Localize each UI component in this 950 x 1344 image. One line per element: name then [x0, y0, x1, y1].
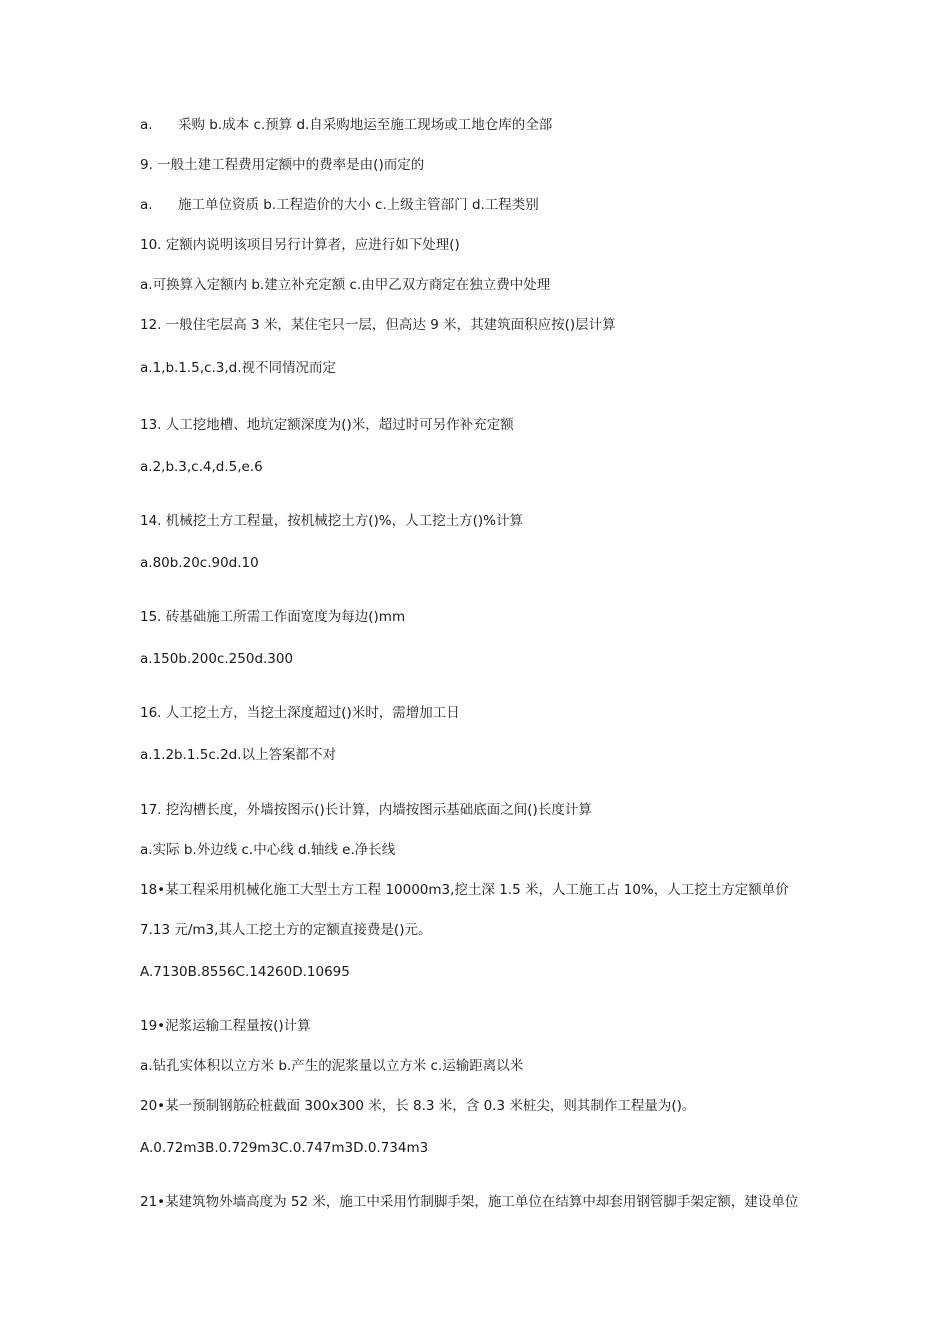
question-line: [140, 880, 840, 900]
line-text: 采购 b.成本 c.预算 d.自采购地运至施工现场或工地仓库的全部: [178, 117, 553, 133]
text-line: [140, 358, 840, 378]
line-text: 施工单位资质 b.工程造价的大小 c.上级主管部门 d.工程类别: [178, 197, 539, 213]
line-text: 9. 一般土建工程费用定额中的费率是由()而定的: [140, 157, 425, 173]
line-text: 17. 挖沟槽长度，外墙按图示()长计算，内墙按图示基础底面之间()长度计算: [140, 802, 592, 818]
question-line: [140, 1096, 840, 1116]
text-line: [140, 920, 840, 940]
line-text: A.7130B.8556C.14260D.10695: [140, 964, 350, 980]
question-line: [140, 415, 840, 435]
text-line: [140, 962, 840, 982]
line-text: a.1,b.1.5,c.3,d.视不同情况而定: [140, 360, 337, 376]
line-text: 13. 人工挖地槽、地坑定额深度为()米，超过时可另作补充定额: [140, 417, 514, 433]
option-prefix: a.: [140, 197, 153, 213]
question-line: [140, 800, 840, 820]
text-line: [140, 1056, 840, 1076]
text-line: [140, 1138, 840, 1158]
option-prefix: a.: [140, 117, 153, 133]
line-text: 16. 人工挖土方，当挖土深度超过()米时，需增加工日: [140, 705, 460, 721]
text-line: [140, 457, 840, 477]
line-text: 10. 定额内说明该项目另行计算者，应进行如下处理(): [140, 237, 460, 253]
question-line: [140, 1016, 840, 1036]
line-text: a.实际 b.外边线 c.中心线 d.轴线 e.净长线: [140, 842, 396, 858]
question-line: [140, 315, 840, 335]
question-line: [140, 155, 840, 175]
question-line: [140, 703, 840, 723]
line-text: a.1.2b.1.5c.2d.以上答案都不对: [140, 747, 337, 763]
question-line: [140, 1192, 840, 1212]
line-text: a.2,b.3,c.4,d.5,e.6: [140, 459, 263, 475]
text-line: [140, 553, 840, 573]
line-text: 21•某建筑物外墙高度为 52 米，施工中采用竹制脚手架，施工单位在结算中却套用钢管脚手架定额，建设单位: [140, 1194, 799, 1210]
line-text: 7.13 元/m3,其人工挖土方的定额直接费是()元。: [140, 922, 432, 938]
text-line: [140, 275, 840, 295]
question-line: [140, 235, 840, 255]
line-text: a.150b.200c.250d.300: [140, 651, 294, 667]
line-text: 18•某工程采用机械化施工大型土方工程 10000m3,挖土深 1.5 米，人工施工占 10%，人工挖土方定额单价: [140, 882, 789, 898]
line-text: A.0.72m3B.0.729m3C.0.747m3D.0.734m3: [140, 1140, 429, 1156]
line-text: 14. 机械挖土方工程量，按机械挖土方()%，人工挖土方()%计算: [140, 513, 523, 529]
line-text: 15. 砖基础施工所需工作面宽度为每边()mm: [140, 609, 406, 625]
question-line: [140, 511, 840, 531]
line-text: a.可换算入定额内 b.建立补充定额 c.由甲乙双方商定在独立费中处理: [140, 277, 551, 293]
text-line: [140, 649, 840, 669]
line-text: a.钻孔实体积以立方米 b.产生的泥浆量以立方米 c.运输距离以米: [140, 1058, 524, 1074]
line-text: 19•泥浆运输工程量按()计算: [140, 1018, 311, 1034]
text-line: [140, 195, 840, 215]
question-line: [140, 607, 840, 627]
line-text: 20•某一预制钢筋砼桩截面 300x300 米，长 8.3 米，含 0.3 米桩尖，则其制作工程量为()。: [140, 1098, 696, 1114]
text-line: [140, 745, 840, 765]
line-text: 12. 一般住宅层高 3 米，某住宅只一层，但高达 9 米，其建筑面积应按()层计算: [140, 317, 616, 333]
line-text: a.80b.20c.90d.10: [140, 555, 259, 571]
text-line: [140, 840, 840, 860]
text-line: [140, 115, 840, 135]
